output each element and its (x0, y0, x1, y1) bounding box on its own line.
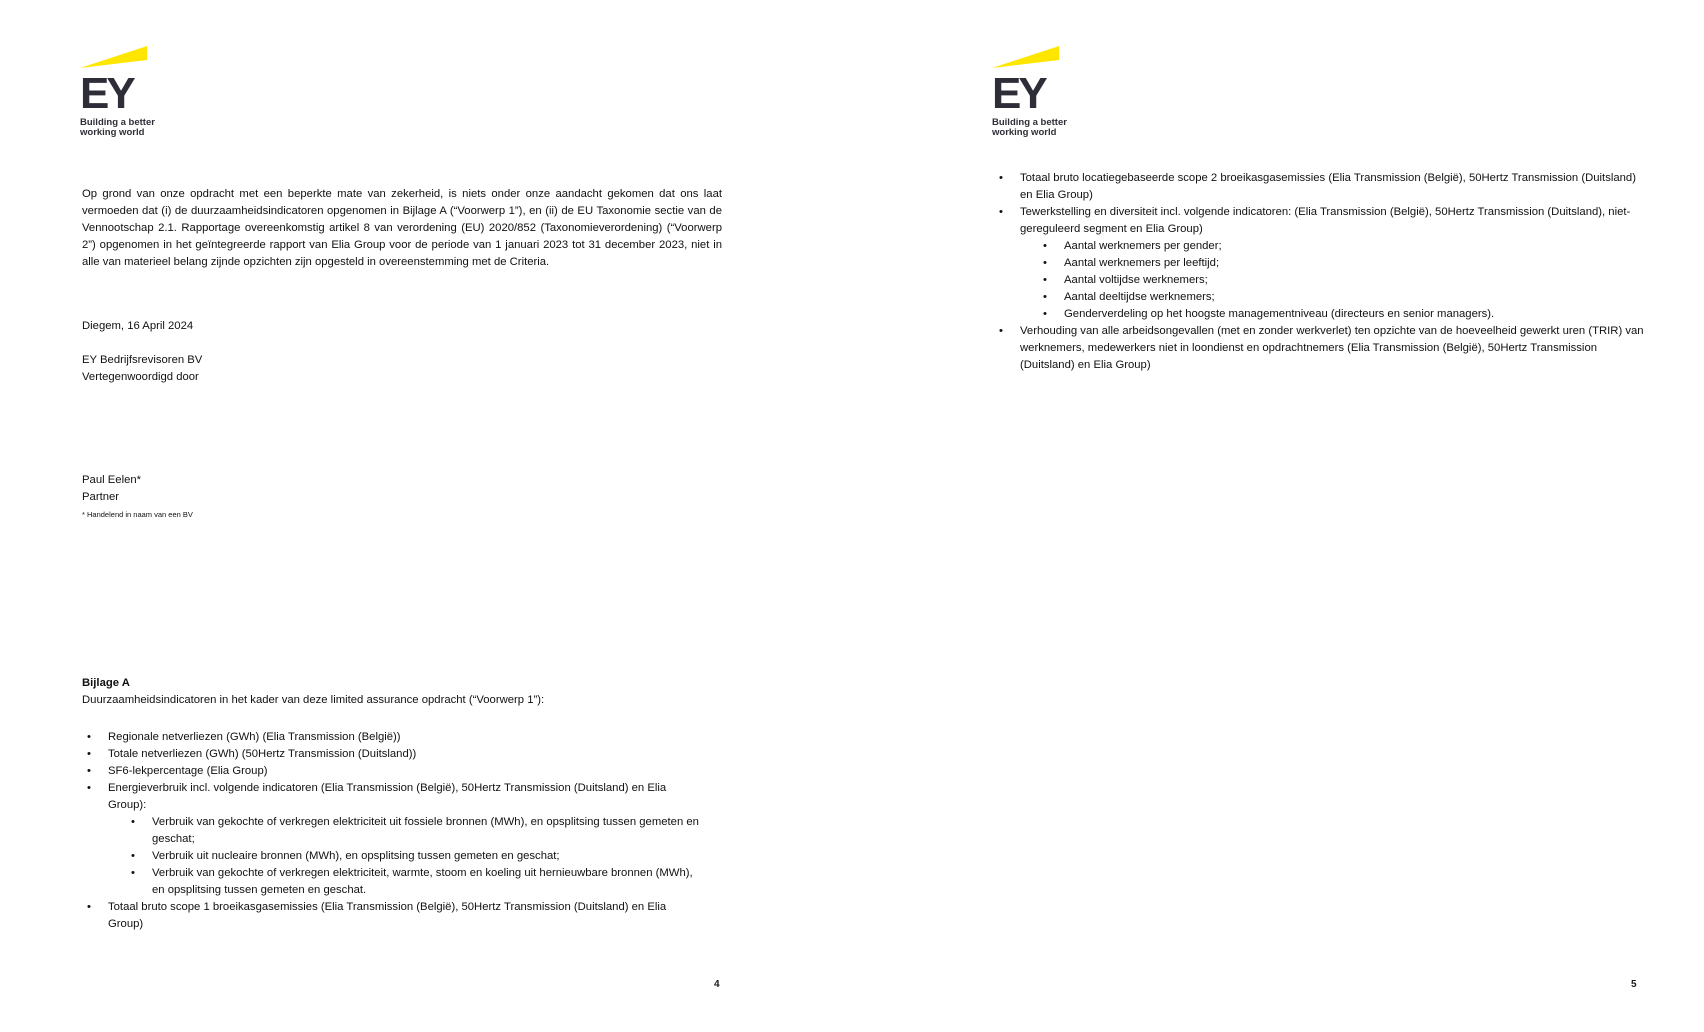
intro-paragraph: Op grond van onze opdracht met een beperkte mate van zekerheid, is niets onder onze aandacht gekomen dat ons laat vermoeden dat (i) de duurzaamheidsindicatoren opgenomen in Bijlage A (“Voorwerp 1”), en (ii) de EU Taxonomie sectie van de Vennootschap 2.1. Rapportage overeenkomstig artikel 8 van verordening (EU) 2020/852 (Taxonomieverordening) (“Voorwerp 2”) opgenomen in het geïntegreerde rapport van Elia Group voor de periode van 1 januari 2023 tot 31 december 2023, niet in alle van materieel belang zijnde opzichten zijn opgesteld in overeenstemming met de Criteria. (82, 188, 722, 268)
firm-name: EY Bedrijfsrevisoren BV (82, 354, 203, 366)
ey-tagline (992, 118, 1067, 138)
ey-logo (80, 44, 190, 144)
sub-list-item-text: Verbruik van gekochte of verkregen elektriciteit uit fossiele bronnen (MWh), en opsplitsing tussen gemeten en geschat; (152, 816, 699, 845)
list-item-text: Totale netverliezen (GWh) (50Hertz Transmission (Duitsland)) (108, 748, 417, 760)
list-item-text: SF6-lekpercentage (Elia Group) (108, 765, 268, 777)
list-item (994, 170, 1644, 204)
sub-list-item-text: Aantal deeltijdse werknemers; (1064, 291, 1215, 303)
list-item-text: Regionale netverliezen (GWh) (Elia Transmission (België)) (108, 731, 401, 743)
list-item (994, 323, 1644, 374)
sub-list-item (1040, 272, 1644, 289)
page-5 (852, 0, 1704, 1032)
ey-tagline-line2: working world (992, 127, 1057, 138)
indicator-list (82, 729, 702, 933)
sub-list-item-text: Genderverdeling op het hoogste managementniveau (directeurs en senior managers). (1064, 308, 1495, 320)
appendix-title: Bijlage A (82, 677, 130, 689)
ey-logo-text: EY (80, 69, 133, 118)
list-item-text: Energieverbruik incl. volgende indicatoren (Elia Transmission (België), 50Hertz Transmission (Duitsland) en Elia Group): (108, 782, 667, 811)
represented-by: Vertegenwoordigd door (82, 371, 199, 383)
sub-list-item-text: Aantal werknemers per gender; (1064, 240, 1222, 252)
list-item (82, 899, 702, 933)
ey-tagline-line2: working world (80, 127, 145, 138)
ey-tagline-line1: Building a better (80, 117, 155, 128)
list-item-text: Tewerkstelling en diversiteit incl. volgende indicatoren: (Elia Transmission (België), 50Hertz Transmission (Duitsland), niet-gereguleerd segment en Elia Group) (1020, 206, 1631, 235)
list-item (82, 729, 702, 746)
sub-list-item-text: Aantal voltijdse werknemers; (1064, 274, 1208, 286)
place-date: Diegem, 16 April 2024 (82, 320, 194, 332)
indicator-list-continued (994, 170, 1644, 374)
page-number: 4 (714, 979, 720, 990)
energy-sublist (128, 814, 702, 899)
sub-list-item-text: Verbruik uit nucleaire bronnen (MWh), en opsplitsing tussen gemeten en geschat; (152, 850, 560, 862)
employment-sublist (1040, 238, 1644, 323)
ey-logo-text: EY (992, 69, 1045, 118)
appendix-subtitle: Duurzaamheidsindicatoren in het kader van deze limited assurance opdracht (“Voorwerp 1”): (82, 694, 545, 706)
list-item (82, 746, 702, 763)
ey-tagline-line1: Building a better (992, 117, 1067, 128)
list-item-text: Totaal bruto locatiegebaseerde scope 2 broeikasgasemissies (Elia Transmission (België), 50Hertz Transmission (Duitsland) en Elia Group) (1020, 172, 1636, 201)
sub-list-item (1040, 289, 1644, 306)
signatory-name: Paul Eelen* (82, 474, 142, 486)
ey-tagline (80, 118, 155, 138)
page-number: 5 (1631, 979, 1637, 990)
list-item (82, 780, 702, 899)
sub-list-item-text: Aantal werknemers per leeftijd; (1064, 257, 1220, 269)
sub-list-item (1040, 255, 1644, 272)
sub-list-item (1040, 306, 1644, 323)
list-item (994, 204, 1644, 323)
sub-list-item-text: Verbruik van gekochte of verkregen elektriciteit, warmte, stoom en koeling uit hernieuwbare bronnen (MWh), en opsplitsing tussen gemeten en geschat. (152, 867, 693, 896)
list-item-text: Totaal bruto scope 1 broeikasgasemissies (Elia Transmission (België), 50Hertz Transmission (Duitsland) en Elia Group) (108, 901, 667, 930)
signatory-role: Partner (82, 491, 120, 503)
list-item (82, 763, 702, 780)
sub-list-item (128, 814, 702, 848)
sub-list-item (128, 865, 702, 899)
sub-list-item (128, 848, 702, 865)
sub-list-item (1040, 238, 1644, 255)
footnote: * Handelend in naam van een BV (82, 510, 193, 519)
ey-logo (992, 44, 1102, 144)
list-item-text: Verhouding van alle arbeidsongevallen (met en zonder werkverlet) ten opzichte van de hoeveelheid gewerkt uren (TRIR) van werknemers, medewerkers niet in loondienst en opdrachtnemers (Elia Transmission (België), 50Hertz Transmission (Duitsland) en Elia Group) (1020, 325, 1644, 371)
